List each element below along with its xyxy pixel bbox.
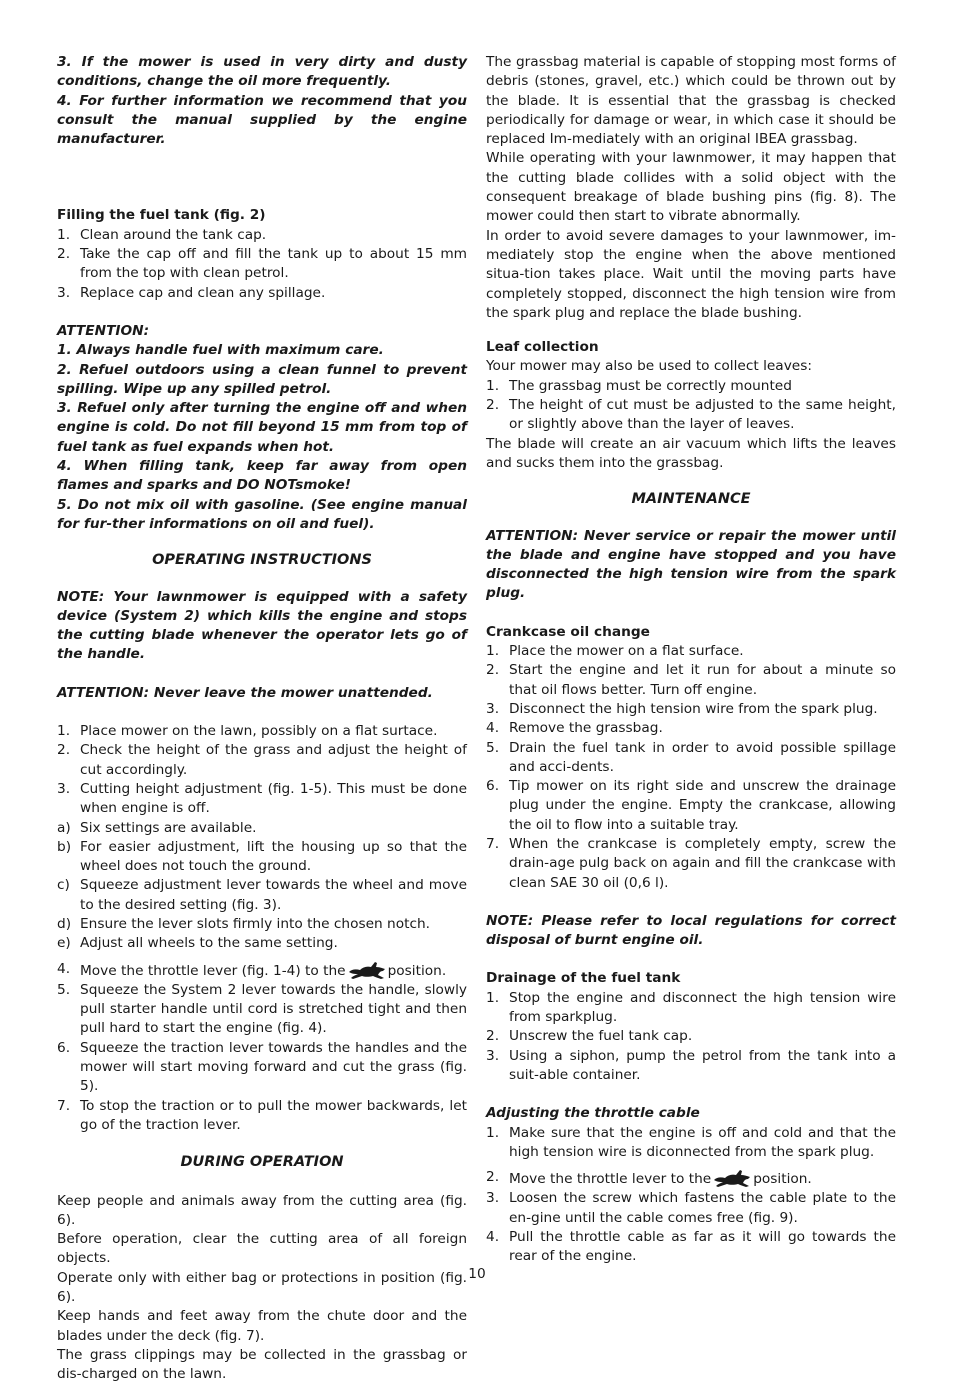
attention-item: 3. Refuel only after turning the engine off and when engine is cold. Do not fill beyond 15 mm from top of fuel tank as fuel expands when hot.	[57, 400, 467, 455]
throttle-steps	[486, 1124, 896, 1163]
during-paragraph: Before operation, clear the cutting area of all foreign objects.	[57, 1231, 467, 1267]
leaf-outro: The blade will create an air vacuum which lifts the leaves and sucks them into the grassbag.	[486, 435, 896, 471]
throttle-steps-continued	[486, 1168, 896, 1266]
list-item: 2. Start the engine and let it run for about a minute so that oil flows better. Turn off engine.	[486, 662, 896, 698]
list-item: 4. Pull the throttle cable as far as it will go towards the rear of the engine.	[486, 1229, 896, 1265]
drainage-title: Drainage of the fuel tank	[486, 970, 681, 987]
list-item: 6. Tip mower on its right side and unscrew the drainage plug under the engine. Empty the crankcase, allowing the oil to flow into a suitable tray.	[486, 778, 896, 833]
left-column	[57, 53, 467, 1385]
list-item: 3. Cutting height adjustment (fig. 1-5). This must be done when engine is off.	[57, 780, 467, 817]
during-paragraph: Keep hands and feet away from the chute door and the blades under the deck (fig. 7).	[57, 1308, 467, 1344]
list-item: 6. Squeeze the traction lever towards the handles and the mower will start moving forward and cut the grass (fig. 5).	[57, 1039, 467, 1095]
oil-note-4: 4. For further information we recommend that you consult the manual supplied by the engine manufacturer.	[57, 92, 467, 148]
list-item: 4. Remove the grassbag.	[486, 720, 663, 737]
list-item: 1. Clean around the tank cap.	[57, 226, 267, 243]
page-number: 10	[468, 1266, 486, 1282]
list-item: 2. The height of cut must be adjusted to the same height, or slightly above than the layer of leaves.	[486, 397, 896, 433]
throttle-cable-title: Adjusting the throttle cable	[486, 1105, 700, 1122]
list-item: 5. Squeeze the System 2 lever towards the handle, slowly pull starter handle until cord is stretched tight and then pull hard to start the engine (fig. 4).	[57, 981, 467, 1037]
grassbag-paragraph: The grassbag material is capable of stopping most forms of debris (stones, gravel, etc.) which could be thrown out by the blade. It is essential that the grassbag is checked periodically for damage or wear, in which case it should be replaced Im-mediately with an original IBEA grassbag.	[486, 54, 896, 148]
attention-item: 1. Always handle fuel with maximum care.	[57, 342, 384, 359]
leaf-steps	[486, 377, 896, 435]
grassbag-paragraph: In order to avoid severe damages to your lawnmower, im-mediately stop the engine when the above mentioned situa-tion takes place. Wait until the moving parts have completely stopped, disconnect the high tension wire from the spark plug and replace the blade bushing.	[486, 227, 896, 321]
filling-steps	[57, 226, 467, 303]
list-item: 3. Using a siphon, pump the petrol from the tank into a suit-able container.	[486, 1047, 896, 1083]
operating-attention: ATTENTION: Never leave the mower unattended.	[57, 684, 433, 701]
list-item: a) Six settings are available.	[57, 819, 257, 836]
attention-item: 2. Refuel outdoors using a clean funnel to prevent spilling. Wipe up any spilled petrol.	[57, 361, 467, 397]
during-paragraph: Keep people and animals away from the cutting area (fig. 6).	[57, 1192, 467, 1228]
list-item: b) For easier adjustment, lift the housing up so that the wheel does not touch the ground.	[57, 838, 467, 875]
list-item: 2. Take the cap off and fill the tank up to about 15 mm from the top with clean petrol.	[57, 246, 467, 282]
list-item: 7. To stop the traction or to pull the mower backwards, let go of the traction lever.	[57, 1097, 467, 1133]
crankcase-steps	[486, 642, 896, 893]
attention-item: 4. When filling tank, keep far away from open flames and sparks and DO NOTsmoke!	[57, 458, 467, 494]
filling-fuel-tank-title: Filling the fuel tank (fig. 2)	[57, 207, 266, 224]
list-item: 1. The grassbag must be correctly mounted	[486, 377, 792, 394]
list-item: d) Ensure the lever slots firmly into the chosen notch.	[57, 915, 431, 932]
during-operation-heading: DURING OPERATION	[180, 1154, 344, 1171]
leaf-intro: Your mower may also be used to collect leaves:	[486, 358, 812, 375]
list-item: e) Adjust all wheels to the same setting.	[57, 935, 338, 952]
disposal-note: NOTE: Please refer to local regulations for correct disposal of burnt engine oil.	[486, 912, 896, 949]
attention-item: 5. Do not mix oil with gasoline. (See engine manual for fur-ther informations on oil and fuel).	[57, 496, 467, 532]
attention-title: ATTENTION:	[57, 322, 150, 339]
crankcase-title: Crankcase oil change	[486, 623, 650, 640]
list-item: 3. Replace cap and clean any spillage.	[57, 284, 326, 301]
list-item: 2. Check the height of the grass and adjust the height of cut accordingly.	[57, 742, 467, 778]
operating-steps-continued	[57, 960, 467, 1136]
list-item-throttle: 4. Move the throttle lever (fig. 1-4) to the position.	[57, 960, 447, 979]
list-item: c) Squeeze adjustment lever towards the wheel and move to the desired setting (fig. 3).	[57, 877, 467, 913]
rabbit-icon	[713, 1168, 751, 1188]
list-item: 1. Place the mower on a flat surface.	[486, 643, 744, 660]
list-item: 1. Stop the engine and disconnect the high tension wire from sparkplug.	[486, 989, 896, 1026]
maintenance-attention: ATTENTION: Never service or repair the mower until the blade and engine have stopped and you have disconnected the high tension wire from the spark plug.	[486, 527, 896, 602]
list-item: 2. Unscrew the fuel tank cap.	[486, 1028, 693, 1045]
list-item: 1. Make sure that the engine is off and cold and that the high tension wire is diconnected from the spark plug.	[486, 1124, 896, 1160]
list-item: 7. When the crankcase is completely empty, screw the drain-age pulg back on again and fill the crankcase with clean SAE 30 oil (0,6 l).	[486, 835, 896, 891]
during-paragraph: The grass clippings may be collected in the grassbag or dis-charged on the lawn.	[57, 1346, 467, 1383]
drainage-steps	[486, 989, 896, 1085]
list-item: 5. Drain the fuel tank in order to avoid possible spillage and acci-dents.	[486, 739, 896, 775]
operating-note: NOTE: Your lawnmower is equipped with a safety device (System 2) which kills the engine and stops the cutting blade whenever the operator lets go of the handle.	[57, 588, 467, 663]
grassbag-paragraph: While operating with your lawnmower, it may happen that the cutting blade collides with a solid object with the consequent breakage of blade bushing pins (fig. 8). The mower could then start to vibrate abnormally.	[486, 150, 896, 225]
maintenance-heading: MAINTENANCE	[631, 491, 751, 508]
list-item-throttle: 2. Move the throttle lever to the position.	[486, 1169, 812, 1188]
list-item: 1. Place mower on the lawn, possibly on a flat surtace.	[57, 723, 438, 740]
right-column	[486, 53, 896, 1267]
oil-note-3: 3. If the mower is used in very dirty and dusty conditions, change the oil more frequently.	[57, 54, 467, 90]
leaf-collection-title: Leaf collection	[486, 339, 599, 356]
operating-steps	[57, 722, 467, 954]
rabbit-icon	[348, 960, 386, 980]
operating-instructions-heading: OPERATING INSTRUCTIONS	[152, 552, 372, 569]
during-paragraph: Operate only with either bag or protections in position (fig. 6).	[57, 1269, 467, 1306]
list-item: 3. Loosen the screw which fastens the cable plate to the en-gine until the cable comes free (fig. 9).	[486, 1190, 896, 1226]
list-item: 3. Disconnect the high tension wire from the spark plug.	[486, 700, 878, 717]
